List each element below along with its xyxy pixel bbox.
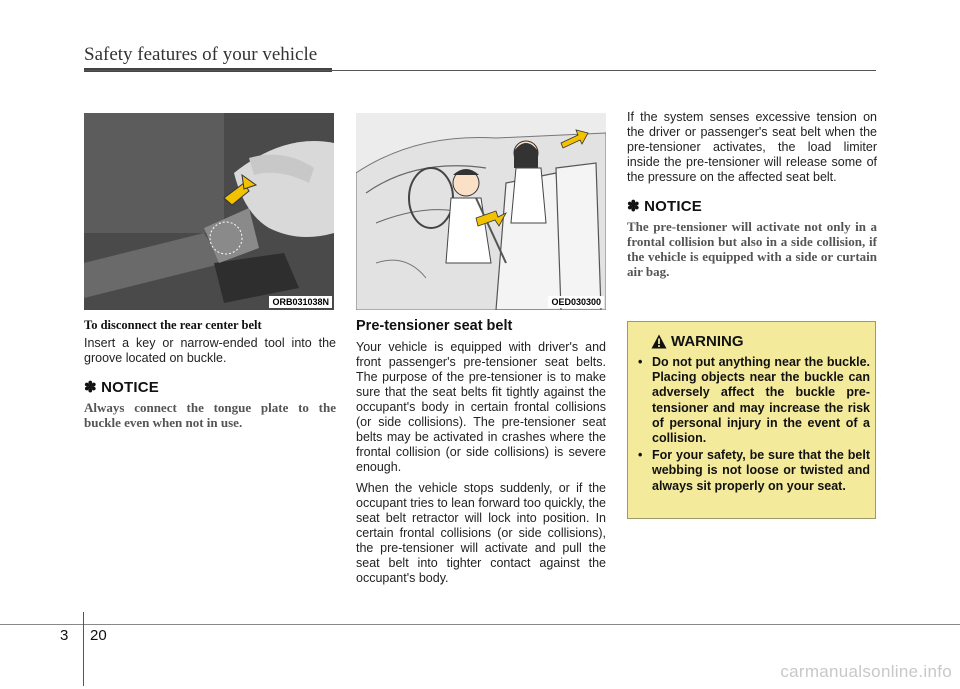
column-3 [627,110,877,279]
photo-caption: To disconnect the rear center belt [84,318,262,332]
notice-text-1: Always connect the tongue plate to the buckle even when not in use. [84,400,336,430]
illustration-figure-code: OED030300 [548,296,604,308]
header-rule [84,70,876,71]
pretensioner-paragraph-2: When the vehicle stops suddenly, or if the occupant tries to lean forward too quickly, the seat belt retractor will lock into position. In certain frontal collisions (or side collisions), the pre-tensioner will activate and pull the seat belt into tighter contact against the occupant's body. [356,481,606,585]
chapter-number: 3 [60,627,69,644]
warning-box [627,321,876,519]
load-limiter-paragraph: If the system senses excessive tension on the driver or passenger's seat belt when the pre-tensioner activates, the load limiter inside the pre-tensioner will release some of the pressure on the affected seat belt. [627,110,877,184]
buckle-photo [84,113,334,310]
pretensioner-paragraph-1: Your vehicle is equipped with driver's and front passenger's pre-tensioner seat belts. The purpose of the pre-tensioner is to make sure that the seat belts fit tightly against the occupant's body in certain frontal collisions (or side collisions). The pre-tensioner seat belts may be activated in crashes where the frontal collision (or side collisions) is severe enough. [356,340,606,474]
warning-list [638,355,870,496]
warning-triangle-icon [651,334,667,349]
warning-bullet: • [638,355,643,369]
column-1 [84,318,336,430]
notice-heading-1: ✽ NOTICE [84,379,160,396]
page-header-title: Safety features of your vehicle [84,44,318,65]
footer-rule [0,624,960,625]
pretensioner-illustration [356,113,606,310]
pretensioner-illustration-drawing [356,113,606,310]
column-2 [356,318,606,592]
warning-title-text: WARNING [671,333,744,350]
warning-title [651,333,744,350]
disconnect-instruction: Insert a key or narrow-ended tool into the groove located on buckle. [84,336,336,365]
photo-figure-code: ORB031038N [269,296,332,308]
section-heading-pretensioner: Pre-tensioner seat belt [356,318,513,334]
page-number: 20 [90,627,107,644]
warning-item [638,355,870,446]
notice-text-2: The pre-tensioner will activate not only in a frontal collision but also in a side collision, if the vehicle is equipped with a side or curtain air bag. [627,219,877,279]
footer-divider [83,612,84,686]
warning-item-text: Do not put anything near the buckle. Placing objects near the buckle can adversely affect the buckle pre-tensioner and may increase the risk of personal injury in the event of a collision. [652,355,870,446]
watermark: carmanualsonline.info [780,662,952,681]
warning-item-text: For your safety, be sure that the belt webbing is not loose or twisted and always sit properly on your seat. [652,448,870,493]
warning-item [638,448,870,494]
notice-heading-2: ✽ NOTICE [627,198,703,215]
buckle-photo-drawing [84,113,334,310]
warning-bullet: • [638,448,643,463]
